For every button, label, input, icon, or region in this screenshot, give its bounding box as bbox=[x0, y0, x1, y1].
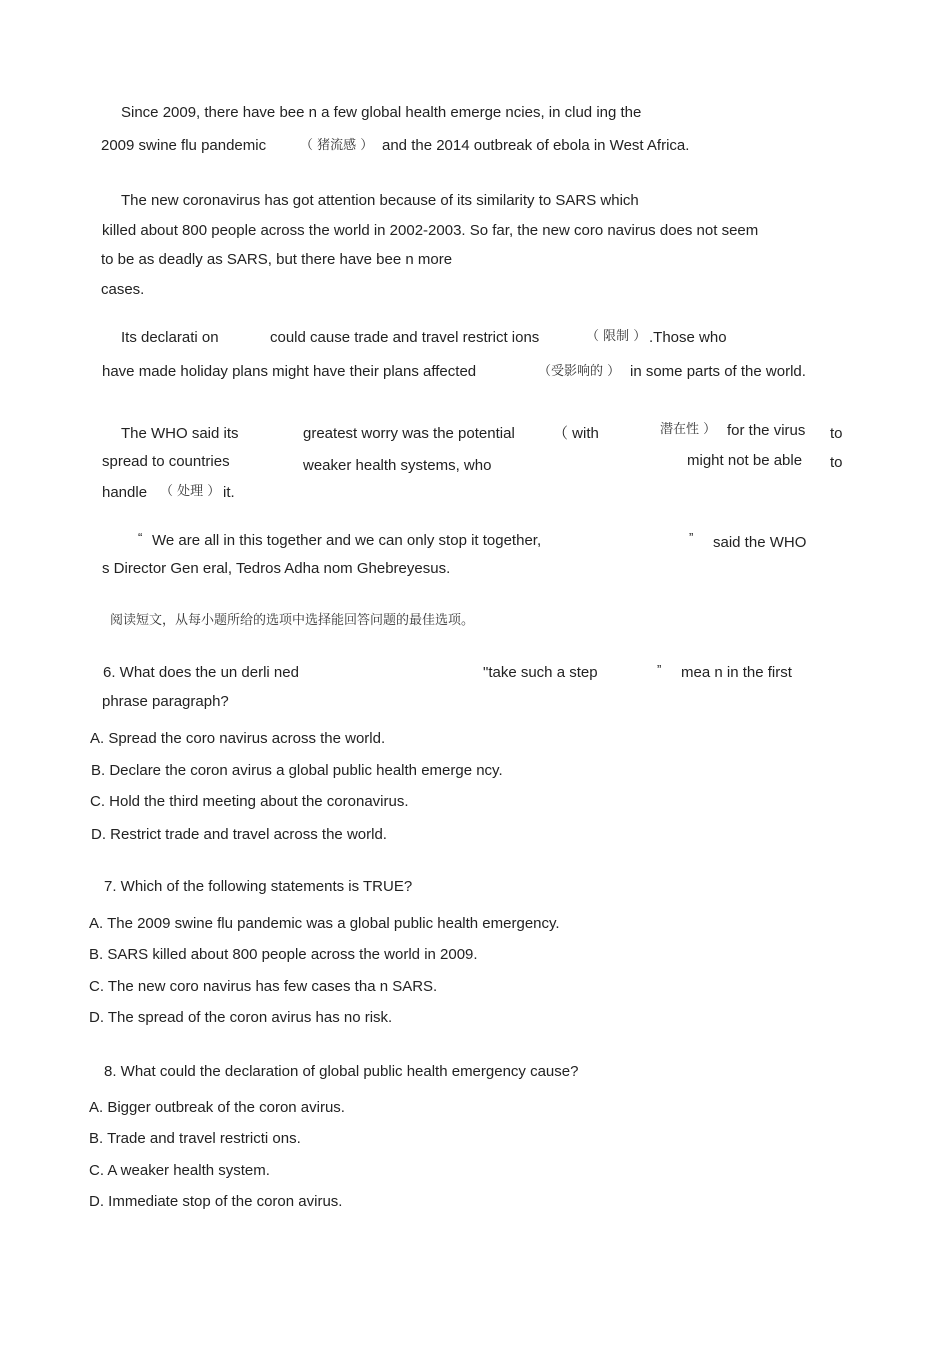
paragraph-4-fragment-k: handle bbox=[102, 484, 148, 501]
question-7-option-a: A. The 2009 swine flu pandemic was a global public health emergency. bbox=[89, 915, 560, 932]
paragraph-3-line-2-end: in some parts of the world. bbox=[630, 363, 806, 380]
paragraph-4-fragment-j: to bbox=[830, 454, 843, 471]
paragraph-3-line-1-start: Its declarati on bbox=[121, 329, 219, 346]
paragraph-2-line-3: to be as deadly as SARS, but there have bee n more bbox=[101, 251, 453, 268]
question-6-option-c: C. Hold the third meeting about the coronavirus. bbox=[90, 793, 409, 810]
question-6-stem-a: 6. What does the un derli ned bbox=[103, 664, 299, 681]
paragraph-1-gloss-swine-flu: （ 猪流感 ） bbox=[300, 138, 374, 153]
paragraph-4-fragment-f: to bbox=[830, 425, 843, 442]
paragraph-4-fragment-b: greatest worry was the potential bbox=[303, 425, 515, 442]
paragraph-5-quote-text: We are all in this together and we can only stop it together, bbox=[152, 532, 542, 549]
question-6-stem-b: "take such a step bbox=[483, 664, 598, 681]
paragraph-4-gloss-potential: 潜在性 ） bbox=[660, 422, 717, 437]
paragraph-2-line-2: killed about 800 people across the world in 2002-2003. So far, the new coro navirus does not seem bbox=[102, 222, 759, 239]
paragraph-4-fragment-a: The WHO said its bbox=[121, 425, 239, 442]
paragraph-4-fragment-h: weaker health systems, who bbox=[303, 457, 492, 474]
question-8-option-b: B. Trade and travel restricti ons. bbox=[89, 1130, 301, 1147]
paragraph-5-line-2: s Director Gen eral, Tedros Adha nom Ghebreyesus. bbox=[102, 560, 451, 577]
paragraph-5-open-quote: “ bbox=[138, 530, 143, 545]
paragraph-1-line-2-end: and the 2014 outbreak of ebola in West Africa. bbox=[382, 137, 690, 154]
question-8-option-c: C. A weaker health system. bbox=[89, 1162, 270, 1179]
question-8-stem: 8. What could the declaration of global public health emergency cause? bbox=[104, 1063, 579, 1080]
question-6-option-b: B. Declare the coron avirus a global public health emerge ncy. bbox=[91, 762, 503, 779]
question-8-option-a: A. Bigger outbreak of the coron avirus. bbox=[89, 1099, 345, 1116]
paragraph-4-fragment-c: （ with bbox=[553, 425, 599, 442]
paragraph-2-line-4: cases. bbox=[101, 281, 145, 298]
question-6-stem-e: phrase paragraph? bbox=[102, 693, 229, 710]
question-6-stem-d: mea n in the first bbox=[681, 664, 792, 681]
question-7-option-d: D. The spread of the coron avirus has no risk. bbox=[89, 1009, 393, 1026]
question-8-option-d: D. Immediate stop of the coron avirus. bbox=[89, 1193, 343, 1210]
paragraph-4-fragment-i: might not be able bbox=[687, 452, 803, 469]
instruction-text: 阅读短文，从每小题所给的选项中选择能回答问题的最佳选项。 bbox=[110, 613, 475, 628]
paragraph-3-gloss-restrict: （ 限制 ） bbox=[586, 329, 647, 344]
paragraph-3-line-1-mid: could cause trade and travel restrict ions bbox=[270, 329, 540, 346]
paragraph-4-fragment-m: it. bbox=[223, 484, 235, 501]
paragraph-5-close-quote: ” bbox=[689, 530, 694, 545]
paragraph-3-line-2-start: have made holiday plans might have their plans affected bbox=[102, 363, 477, 380]
paragraph-2-line-1: The new coronavirus has got attention because of its similarity to SARS which bbox=[121, 192, 639, 209]
paragraph-3-gloss-affected: （受影响的 ） bbox=[538, 364, 621, 379]
paragraph-5-attribution: said the WHO bbox=[713, 534, 807, 551]
paragraph-1-line-1: Since 2009, there have bee n a few global health emerge ncies, in clud ing the bbox=[121, 104, 642, 121]
paragraph-4-gloss-handle: （ 处理 ） bbox=[160, 484, 221, 499]
paragraph-4-fragment-e: for the virus bbox=[727, 422, 806, 439]
paragraph-3-line-1-end: .Those who bbox=[649, 329, 727, 346]
question-6-option-d: D. Restrict trade and travel across the world. bbox=[91, 826, 387, 843]
question-7-option-b: B. SARS killed about 800 people across the world in 2009. bbox=[89, 946, 478, 963]
paragraph-1-line-2-text: 2009 swine flu pandemic bbox=[101, 137, 267, 154]
question-7-stem: 7. Which of the following statements is TRUE? bbox=[104, 878, 413, 895]
question-6-stem-c: ” bbox=[657, 662, 662, 677]
question-7-option-c: C. The new coro navirus has few cases tha n SARS. bbox=[89, 978, 438, 995]
question-6-option-a: A. Spread the coro navirus across the world. bbox=[90, 730, 386, 747]
paragraph-4-fragment-g: spread to countries bbox=[102, 453, 230, 470]
